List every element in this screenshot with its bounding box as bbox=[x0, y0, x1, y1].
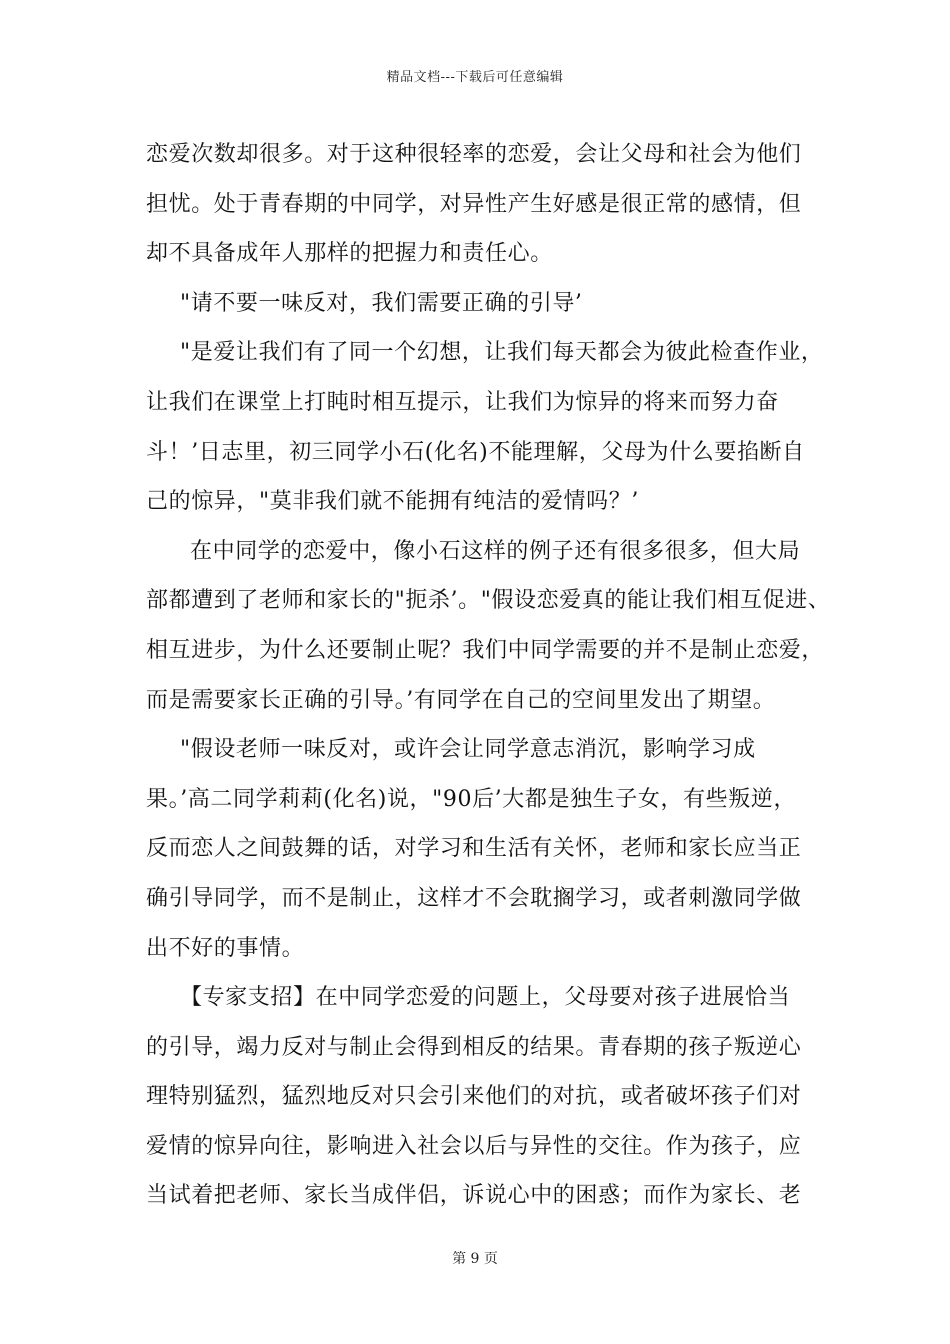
text-line: 部都遭到了老师和家长的"扼杀’。"假设恋爱真的能让我们相互促进、 bbox=[146, 588, 831, 614]
text-line: 确引导同学，而不是制止，这样才不会耽搁学习，或者刺激同学做 bbox=[146, 885, 802, 911]
text-line: 当试着把老师、家长当成伴侣，诉说心中的困惑；而作为家长、老 bbox=[146, 1183, 802, 1209]
text-line: 理特别猛烈，猛烈地反对只会引来他们的对抗，或者破坏孩子们对 bbox=[146, 1084, 802, 1110]
text-line: 相互进步，为什么还要制止呢？我们中同学需要的并不是制止恋爱， bbox=[146, 637, 825, 663]
text-line: "请不要一味反对，我们需要正确的引导’ bbox=[180, 290, 583, 316]
document-body bbox=[146, 130, 831, 1221]
text-line: "是爱让我们有了同一个幻想，让我们每天都会为彼此检查作业， bbox=[180, 340, 824, 366]
text-line: 斗！’日志里，初三同学小石(化名)不能理解，父母为什么要掐断自 bbox=[146, 439, 805, 465]
text-line: 恋爱次数却很多。对于这种很轻率的恋爱，会让父母和社会为他们 bbox=[146, 142, 802, 167]
text-line: 果。’高二同学莉莉(化名)说，"90后’大都是独生子女，有些叛逆， bbox=[146, 786, 797, 812]
text-line: 让我们在课堂上打盹时相互提示，让我们为惊异的将来而努力奋 bbox=[146, 389, 779, 415]
text-line: 【专家支招】在中同学恋爱的问题上，父母要对孩子进展恰当 bbox=[180, 985, 791, 1011]
text-line: 己的惊异，"莫非我们就不能拥有纯洁的爱情吗？’ bbox=[146, 489, 639, 515]
text-line: 出不好的事情。 bbox=[146, 935, 305, 961]
text-line: 反而恋人之间鼓舞的话，对学习和生活有关怀，老师和家长应当正 bbox=[146, 836, 802, 862]
text-line: 担忧。处于青春期的中同学，对异性产生好感是很正常的感情，但 bbox=[146, 191, 802, 217]
page-header: 精品文档---下载后可任意编辑 bbox=[386, 70, 564, 85]
text-line: 在中同学的恋爱中，像小石这样的例子还有很多很多，但大局 bbox=[190, 538, 801, 564]
text-line: "假设老师一味反对，或许会让同学意志消沉，影响学习成 bbox=[180, 737, 756, 763]
page-number: 第 9 页 bbox=[452, 1251, 498, 1267]
text-line: 却不具备成年人那样的把握力和责任心。 bbox=[146, 241, 553, 267]
text-line: 爱情的惊异向往，影响进入社会以后与异性的交往。作为孩子，应 bbox=[146, 1133, 802, 1159]
text-line: 而是需要家长正确的引导。’有同学在自己的空间里发出了期望。 bbox=[146, 687, 776, 713]
text-line: 的引导，竭力反对与制止会得到相反的结果。青春期的孩子叛逆心 bbox=[146, 1034, 802, 1060]
